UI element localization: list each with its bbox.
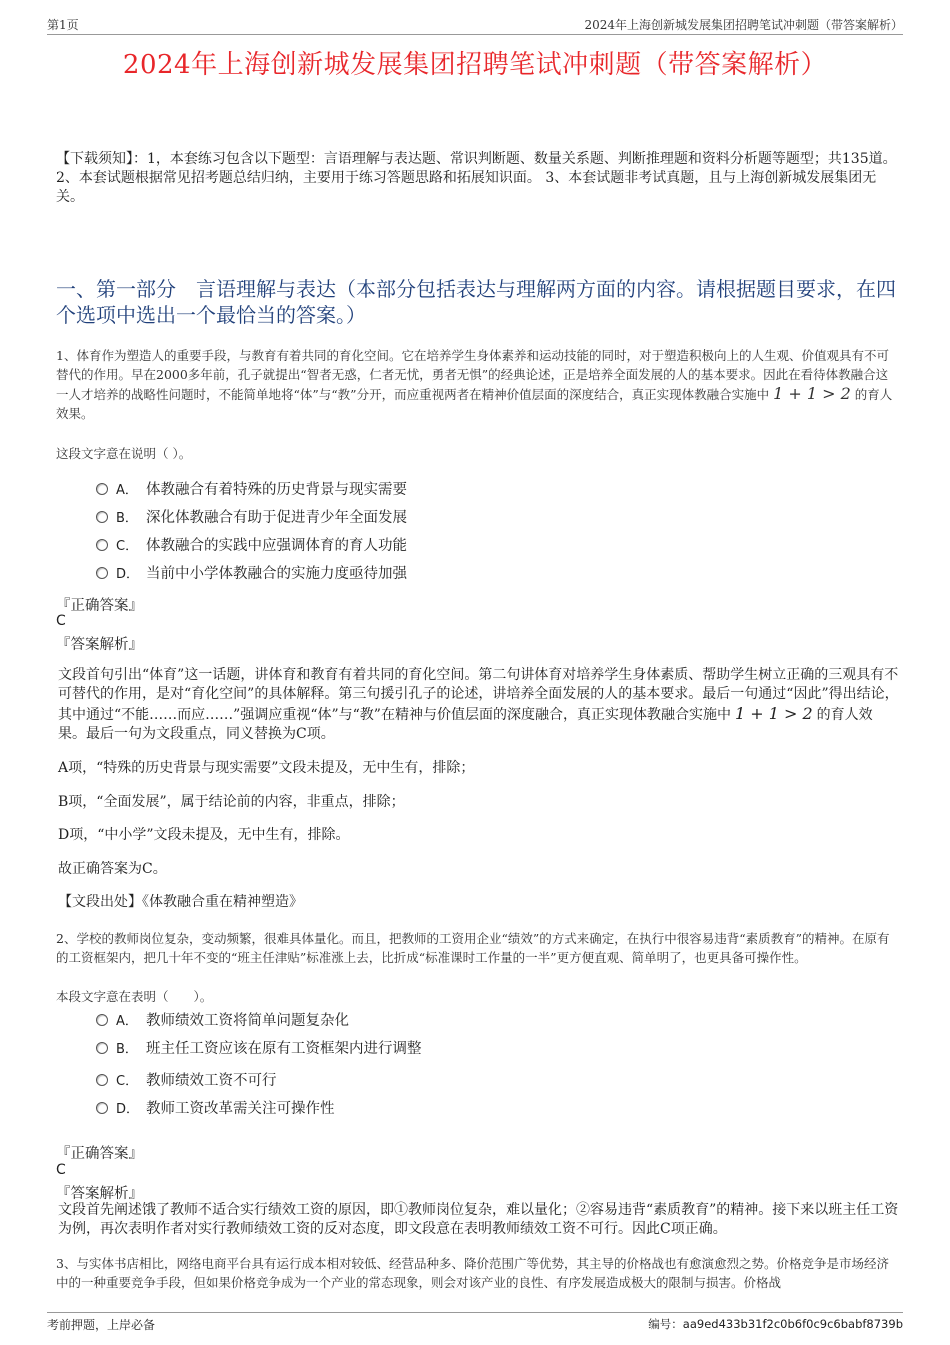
download-notice: 【下载须知】：1，本套练习包含以下题型：言语理解与表达题、常识判断题、数量关系题、判断推理题和资料分析题等题型；共135道。 2、本套试题根据常见招考题总结归纳，主要用于练习答题思路和拓展知识面。 3、本套试题非考试真题，且与上海创新城发展集团无关。 bbox=[56, 151, 897, 205]
question-2-option-d[interactable]: D． 教师工资改革需关注可操作性 bbox=[96, 1095, 796, 1123]
question-1-option-c[interactable]: C． 体教融合的实践中应强调体育的育人功能 bbox=[96, 532, 796, 560]
radio-icon[interactable] bbox=[96, 511, 108, 523]
question-2-options bbox=[96, 1007, 796, 1123]
document-title: 2024年上海创新城发展集团招聘笔试冲刺题（带答案解析） bbox=[122, 50, 828, 80]
question-1-options bbox=[96, 476, 796, 588]
analysis-math: 1 + 1 > 2 bbox=[734, 704, 813, 723]
question-1-item-b: B项，“全面发展”，属于结论前的内容，非重点，排除； bbox=[58, 794, 405, 810]
question-2-option-b[interactable]: B． 班主任工资应该在原有工资框架内进行调整 bbox=[96, 1035, 796, 1063]
question-1-item-d: D项，“中小学”文段未提及，无中生有，排除。 bbox=[58, 827, 350, 843]
question-1-body-end: 的育人效果。 bbox=[56, 387, 893, 421]
radio-icon[interactable] bbox=[96, 1102, 108, 1114]
page-number: 第1页 bbox=[47, 18, 79, 32]
section-title: 一、第一部分 言语理解与表达（本部分包括表达与理解两方面的内容。请根据题目要求，在四个选项中选出一个最恰当的答案。） bbox=[56, 277, 896, 327]
question-1-answer: C bbox=[56, 613, 66, 629]
question-1-analysis: 文段首句引出“体育”这一话题，讲体育和教育有着共同的育化空间。第二句讲体育对培养学生身体素质、帮助学生树立正确的三观具有不可替代的作用，是对“育化空间”的具体解释。第三句援引孔子的论述，讲培养全面发展的人的基本要求。最后一句通过“因此”得出结论，其中通过“不能……而应……”强调应重视“体”与“教”在精神与价值层面的深度融合，真正实现体教融合实施中 1 + 1 > 2 的育人效果。最后一句为文段重点，同义替换为C项。 bbox=[58, 667, 899, 742]
question-1-conclusion: 故正确答案为C。 bbox=[58, 861, 167, 877]
radio-icon[interactable] bbox=[96, 1042, 108, 1054]
radio-icon[interactable] bbox=[96, 539, 108, 551]
question-1-prompt: 这段文字意在说明（ ）。 bbox=[56, 446, 192, 461]
question-1-math: 1 + 1 > 2 bbox=[773, 384, 851, 403]
radio-icon[interactable] bbox=[96, 483, 108, 495]
question-1-body: 1、体育作为塑造人的重要手段，与教育有着共同的育化空间。它在培养学生身体素养和运动技能的同时，对于塑造积极向上的人生观、价值观具有不可替代的作用。早在2000多年前，孔子就提出“智者无惑，仁者无忧，勇者无惧”的经典论述，正是培养全面发展的人的基本要求。因此在看待体教融合这一人才培养的战略性问题时，不能简单地将“体”与“教”分开，而应重视两者在精神价值层面的深度结合，真正实现体教融合实施中 bbox=[56, 348, 889, 402]
header-doc-title: 2024年上海创新城发展集团招聘笔试冲刺题（带答案解析） bbox=[584, 18, 903, 32]
question-2-answer-label: 『正确答案』 bbox=[56, 1146, 143, 1162]
footer-slogan: 考前押题，上岸必备 bbox=[47, 1318, 156, 1332]
question-2-option-a[interactable]: A． 教师绩效工资将简单问题复杂化 bbox=[96, 1007, 796, 1035]
question-1-option-d[interactable]: D． 当前中小学体教融合的实施力度亟待加强 bbox=[96, 560, 796, 588]
question-2-option-c[interactable]: C． 教师绩效工资不可行 bbox=[96, 1067, 796, 1095]
question-1-analysis-label: 『答案解析』 bbox=[56, 637, 143, 653]
question-1-source: 【文段出处】《体教融合重在精神塑造》 bbox=[58, 894, 303, 910]
question-2-analysis: 文段首先阐述饿了教师不适合实行绩效工资的原因，即①教师岗位复杂，难以量化；②容易违背“素质教育”的精神。接下来以班主任工资为例，再次表明作者对实行教师绩效工资的反对态度，即文段意在表明教师绩效工资不可行。因此C项正确。 bbox=[58, 1202, 899, 1237]
question-3-text: 3、与实体书店相比，网络电商平台具有运行成本相对较低、经营品种多、降价范围广等优势，其主导的价格战也有愈演愈烈之势。价格竞争是市场经济中的一种重要竞争手段，但如果价格竞争成为一个产业的常态现象，则会对该产业的良性、有序发展造成极大的限制与损害。价格战 bbox=[56, 1256, 889, 1290]
question-1-answer-label: 『正确答案』 bbox=[56, 598, 143, 614]
radio-icon[interactable] bbox=[96, 1074, 108, 1086]
question-2-text: 2、学校的教师岗位复杂，变动频繁，很难具体量化。而且，把教师的工资用企业“绩效”的方式来确定，在执行中很容易违背“素质教育”的精神。在原有的工资框架内，把几十年不变的“班主任津贴”标准涨上去，比折成“标准课时工作量的一半”更方便直观、简单明了，也更具备可操作性。 bbox=[56, 931, 890, 965]
footer-code: 编号：aa9ed433b31f2c0b6f0c9c6babf8739b bbox=[648, 1317, 903, 1331]
question-1-option-a[interactable]: A． 体教融合有着特殊的历史背景与现实需要 bbox=[96, 476, 796, 504]
question-1-text bbox=[56, 346, 898, 423]
page-header bbox=[47, 14, 903, 35]
question-2-answer: C bbox=[56, 1162, 66, 1178]
question-2-prompt: 本段文字意在表明（ ）。 bbox=[56, 989, 213, 1004]
page-footer bbox=[47, 1312, 903, 1335]
radio-icon[interactable] bbox=[96, 1014, 108, 1026]
question-1-option-b[interactable]: B． 深化体教融合有助于促进青少年全面发展 bbox=[96, 504, 796, 532]
radio-icon[interactable] bbox=[96, 567, 108, 579]
question-2-analysis-label: 『答案解析』 bbox=[56, 1186, 143, 1202]
question-1-item-a: A项，“特殊的历史背景与现实需要”文段未提及，无中生有，排除； bbox=[58, 760, 475, 776]
